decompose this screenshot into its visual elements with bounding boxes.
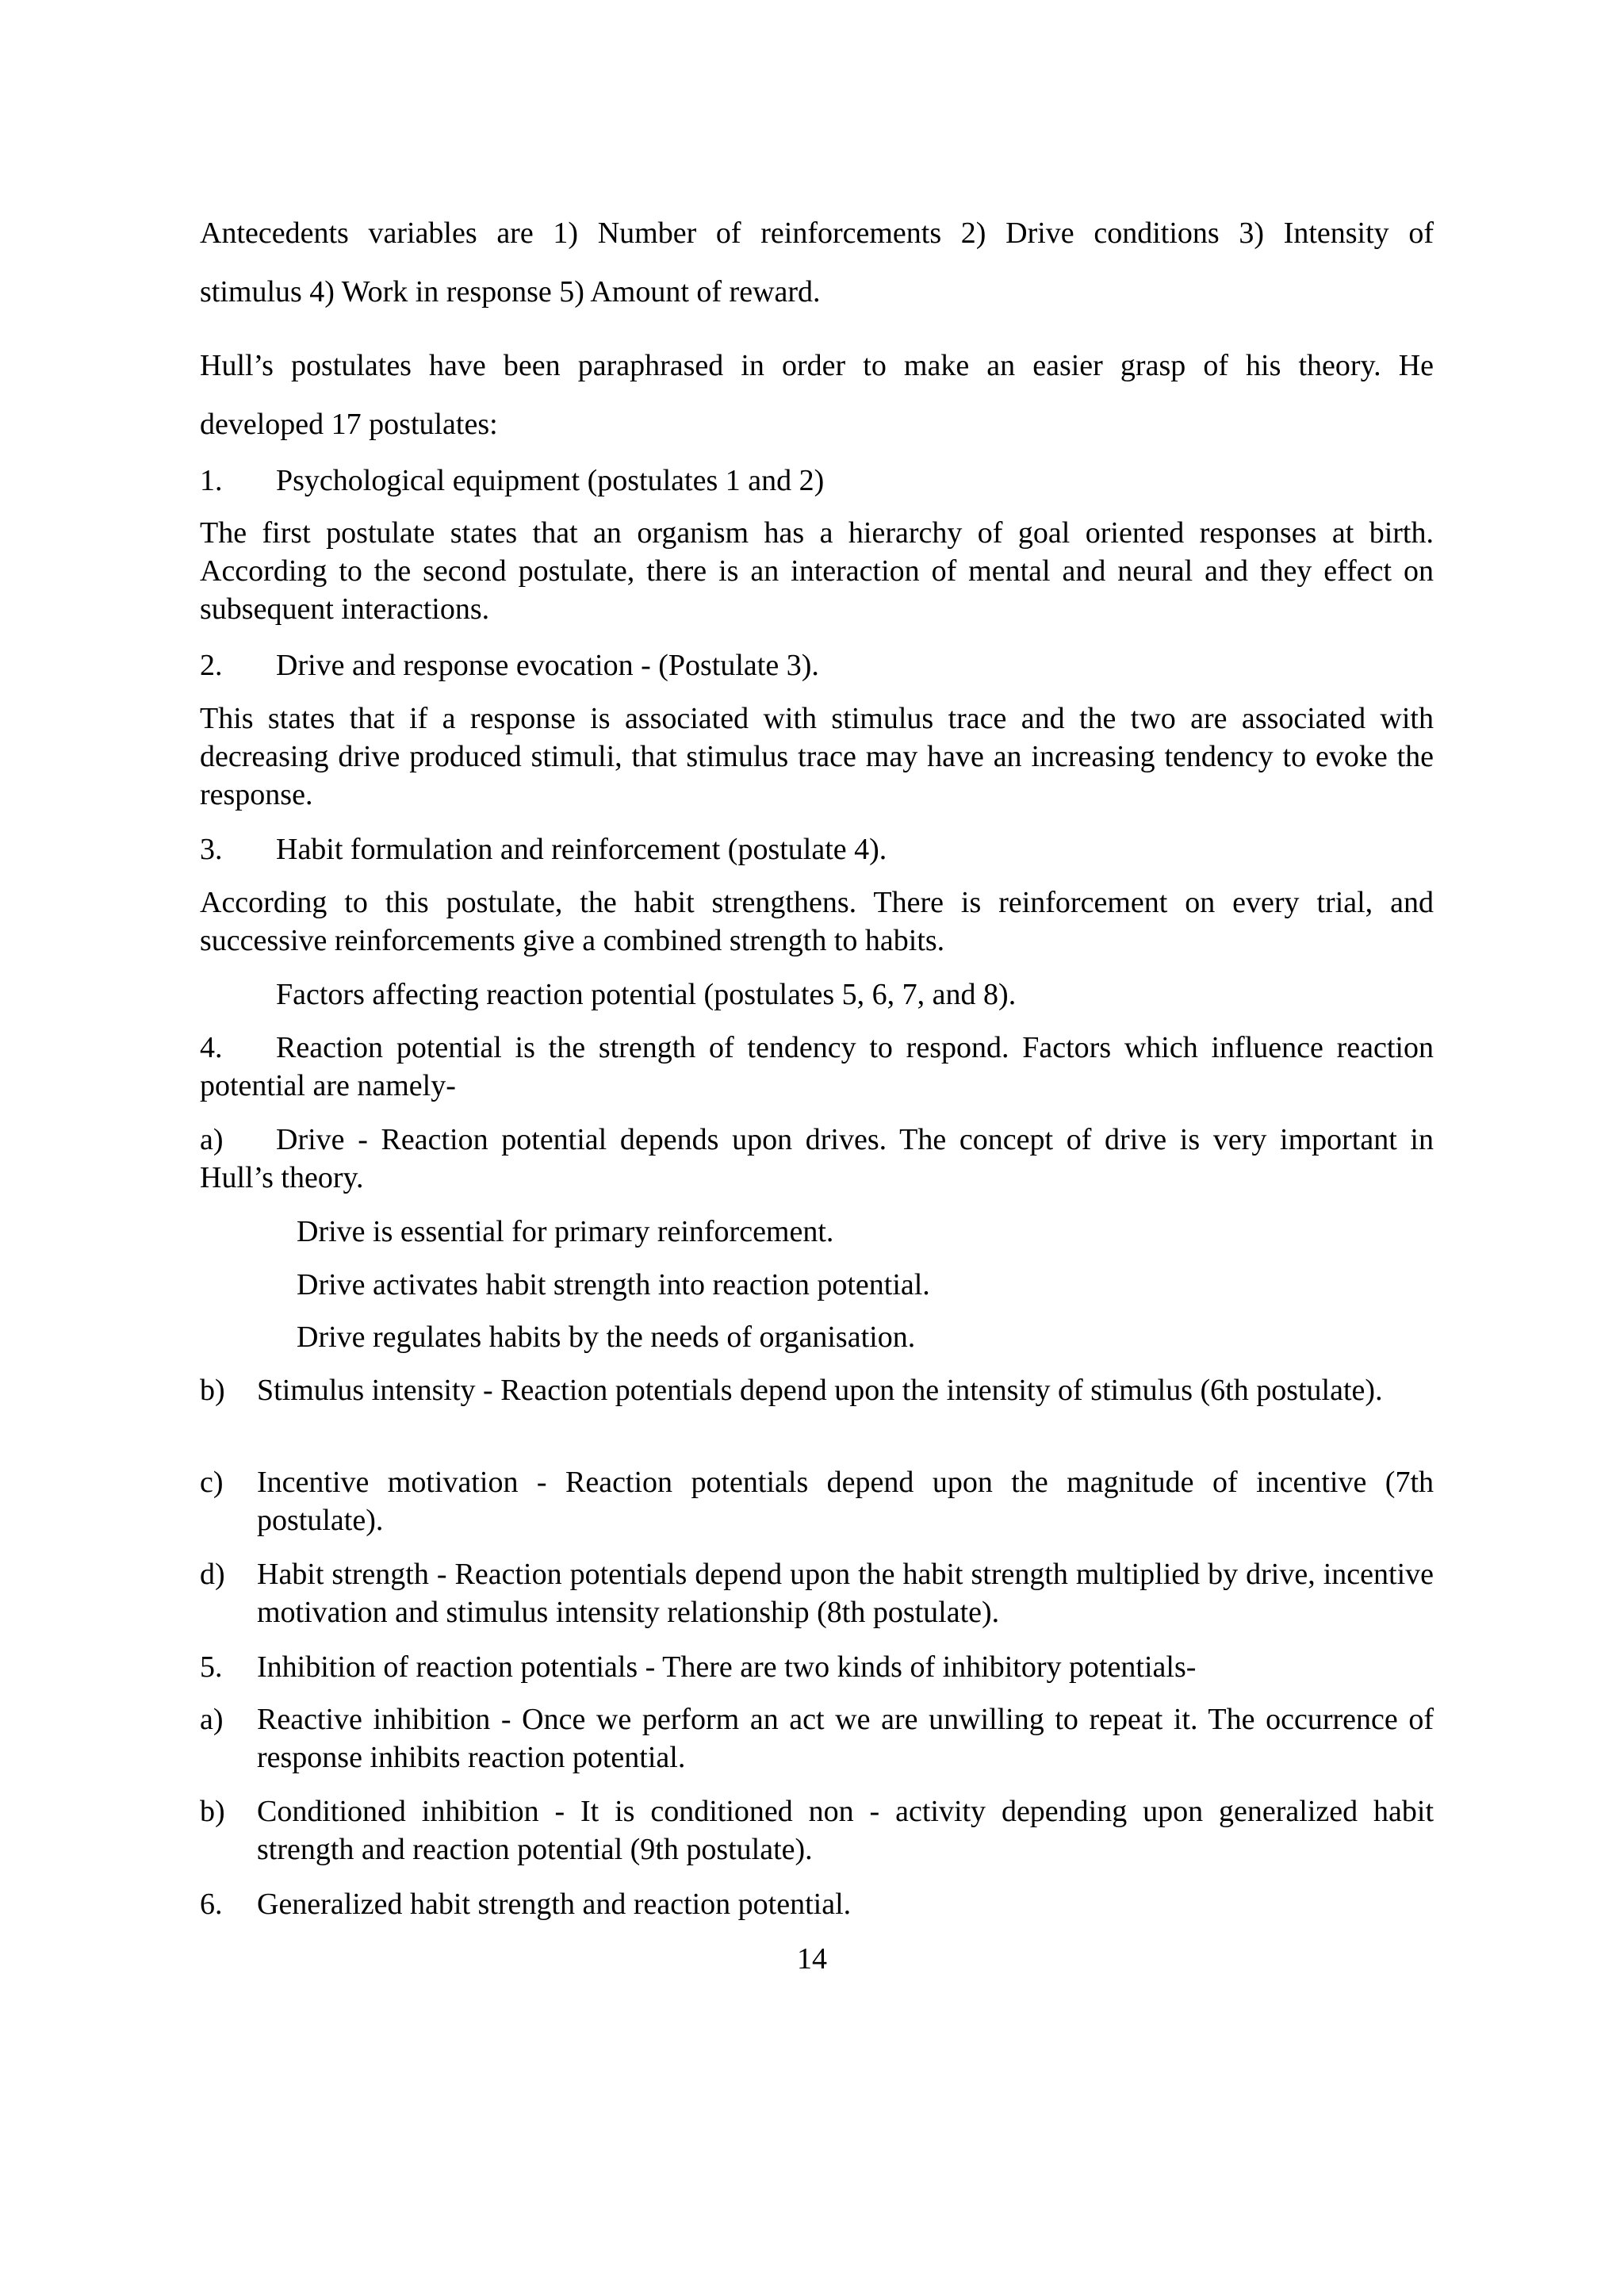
list-number: 3. (200, 833, 223, 866)
text-line: Hull’s postulates have been paraphrased in order to make an easier grasp of his theory. He (200, 349, 1434, 382)
paragraph: This states that if a response is associated with stimulus trace and the two are associated with decreasing drive produced stimuli, that stimulus trace may have an increasing tendency to evoke the response. (200, 702, 1434, 811)
paragraph: Conditioned inhibition - It is conditioned non - activity depending upon generalized habit strength and reaction potential (9th postulate). (257, 1795, 1434, 1866)
list-label: b) (200, 1795, 225, 1828)
text-line: Antecedents variables are 1) Number of reinforcements 2) Drive conditions 3) Intensity of (200, 217, 1434, 250)
page-number: 14 (797, 1942, 827, 1976)
list-label: b) (200, 1374, 225, 1407)
list-number: 2. (200, 649, 223, 682)
paragraph: According to this postulate, the habit strengthens. There is reinforcement on every trial, and successive reinforcements give a combined strength to habits. (200, 886, 1434, 957)
paragraph: Habit strength - Reaction potentials depend upon the habit strength multiplied by drive, incentive motivation and stimulus intensity relationship (8th postulate). (257, 1558, 1434, 1629)
paragraph: Reactive inhibition - Once we perform an act we are unwilling to repeat it. The occurrence of response inhibits reaction potential. (257, 1703, 1434, 1774)
paragraph: Reaction potential is the strength of tendency to respond. Factors which influence reaction potential are namely- (200, 1031, 1434, 1102)
list-number: 6. (200, 1888, 223, 1921)
section-heading: Drive and response evocation - (Postulate 3). (276, 649, 819, 682)
section-heading: Inhibition of reaction potentials - There are two kinds of inhibitory potentials- (257, 1650, 1197, 1684)
list-label: a) (200, 1123, 224, 1156)
list-number: 1. (200, 464, 223, 497)
section-heading: Psychological equipment (postulates 1 and 2) (276, 464, 825, 497)
list-label: d) (200, 1558, 225, 1591)
list-label: a) (200, 1703, 224, 1736)
drive-point: Drive is essential for primary reinforcement. (297, 1215, 834, 1248)
paragraph: Stimulus intensity - Reaction potentials depend upon the intensity of stimulus (6th postulate). (257, 1374, 1383, 1407)
text-line: stimulus 4) Work in response 5) Amount of reward. (200, 275, 821, 309)
list-label: c) (200, 1466, 224, 1499)
paragraph: Incentive motivation - Reaction potentials depend upon the magnitude of incentive (7th postulate). (257, 1466, 1434, 1537)
drive-point: Drive activates habit strength into reaction potential. (297, 1268, 930, 1301)
text-line: developed 17 postulates: (200, 408, 498, 441)
paragraph-hull-postulates (200, 347, 1434, 443)
paragraph: The first postulate states that an organism has a hierarchy of goal oriented responses at birth. According to the second postulate, there is an interaction of mental and neural and they effect on subsequent interactions. (200, 516, 1434, 626)
list-number: 4. (200, 1031, 223, 1064)
section-heading: Factors affecting reaction potential (postulates 5, 6, 7, and 8). (276, 978, 1017, 1011)
section-heading: Generalized habit strength and reaction potential. (257, 1888, 852, 1921)
paragraph: Drive - Reaction potential depends upon drives. The concept of drive is very important in Hull’s theory. (200, 1123, 1434, 1194)
drive-point: Drive regulates habits by the needs of organisation. (297, 1320, 916, 1354)
list-number: 5. (200, 1650, 223, 1684)
section-heading: Habit formulation and reinforcement (postulate 4). (276, 833, 887, 866)
paragraph-antecedents (200, 214, 1434, 311)
